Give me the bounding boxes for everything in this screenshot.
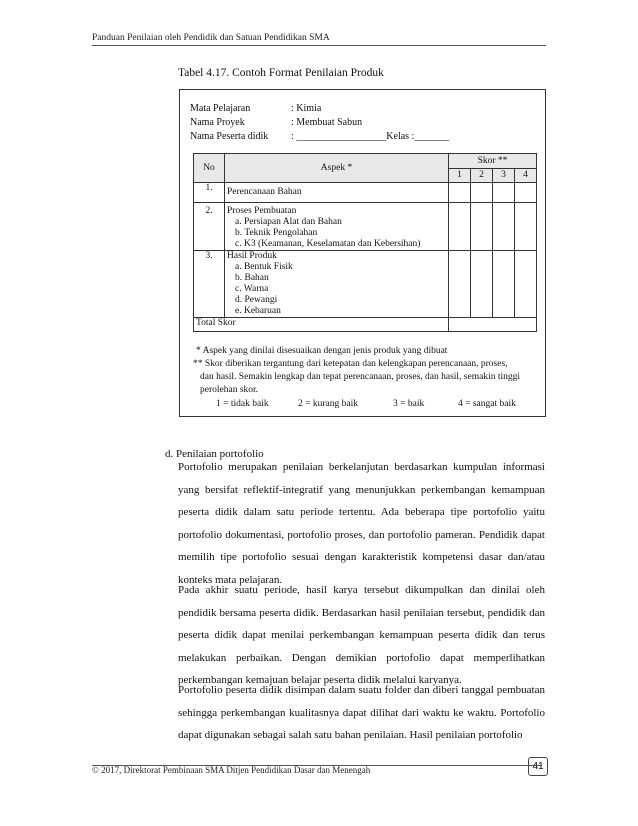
footer-copyright: © 2017, Direktorat Pembinaan SMA Ditjen Pendidikan Dasar dan Menengah bbox=[92, 765, 371, 775]
score-cell[interactable] bbox=[471, 251, 493, 318]
aspect-title: Perencanaan Bahan bbox=[225, 183, 449, 203]
scale-item: 4 = sangat baik bbox=[458, 399, 516, 409]
section-heading: d. Penilaian portofolio bbox=[165, 448, 264, 460]
col-header-skor: Skor ** bbox=[449, 154, 537, 169]
info-label: Nama Proyek bbox=[190, 117, 245, 128]
score-cell[interactable] bbox=[515, 203, 537, 251]
score-cell[interactable] bbox=[471, 203, 493, 251]
aspect-item: b. Teknik Pengolahan bbox=[235, 228, 318, 238]
form-info-row bbox=[190, 130, 449, 144]
aspect-title: Proses Pembuatan bbox=[227, 206, 297, 216]
paragraph: Portofolio peserta didik disimpan dalam suatu folder dan diberi tanggal pembuatan sehingga perkembangan kualitasnya dapat dilihat dari waktu ke waktu. Portofolio dapat digunakan sebagai salah satu bahan penilaian. Hasil penilaian portofolio bbox=[178, 684, 545, 742]
aspect-item: c. Warna bbox=[235, 284, 269, 294]
score-cell[interactable] bbox=[471, 183, 493, 203]
score-header: 4 bbox=[515, 169, 537, 183]
score-header: 3 bbox=[493, 169, 515, 183]
aspect-item: c. K3 (Keamanan, Keselamatan dan Kebersihan) bbox=[235, 239, 421, 249]
note-star2: ** Skor diberikan tergantung dari ketepatan dan kelengkapan perencanaan, proses, bbox=[193, 359, 508, 369]
aspect-item: a. Bentuk Fisik bbox=[235, 262, 293, 272]
info-value: : Membuat Sabun bbox=[291, 117, 363, 128]
table-row bbox=[194, 183, 537, 203]
aspect-item: b. Bahan bbox=[235, 273, 269, 283]
scale-item: 1 = tidak baik bbox=[216, 399, 269, 409]
total-score-cell[interactable] bbox=[449, 318, 537, 332]
total-row bbox=[194, 318, 537, 332]
score-cell[interactable] bbox=[449, 183, 471, 203]
table-row bbox=[194, 203, 537, 251]
table-row bbox=[194, 251, 537, 318]
running-header: Panduan Penilaian oleh Pendidik dan Satuan Pendidikan SMA bbox=[92, 33, 330, 43]
aspect-item: d. Pewangi bbox=[235, 295, 278, 305]
info-value: : Kimia bbox=[291, 103, 322, 114]
table-caption: Tabel 4.17. Contoh Format Penilaian Produk bbox=[178, 67, 384, 79]
aspect-cell bbox=[225, 251, 449, 318]
score-cell[interactable] bbox=[493, 251, 515, 318]
aspect-item: a. Persiapan Alat dan Bahan bbox=[235, 217, 342, 227]
note-star2-cont: dan hasil. Semakin lengkap dan tepat perencanaan, proses, dan hasil, semakin tinggi bbox=[200, 372, 521, 382]
score-cell[interactable] bbox=[449, 251, 471, 318]
scale-item: 3 = baik bbox=[393, 399, 425, 409]
col-header-no: No bbox=[194, 154, 225, 183]
paragraph: Portofolio merupakan penilaian berkelanjutan berdasarkan kumpulan informasi yang bersifat reflektif-integratif yang menunjukkan perkembangan kemampuan peserta didik dalam satu periode tertentu. Ada beberapa tipe portofolio yaitu portofolio dokumentasi, portofolio proses, dan portofolio pameran. Pendidik dapat memilih tipe portofolio sesuai dengan karakteristik kompetensi dasar dan/atau konteks mata pelajaran. bbox=[178, 461, 545, 586]
note-star2-cont: perolehan skor. bbox=[200, 385, 259, 395]
score-header: 2 bbox=[471, 169, 493, 183]
info-label: Nama Peserta didik bbox=[190, 131, 269, 142]
score-cell[interactable] bbox=[493, 183, 515, 203]
score-cell[interactable] bbox=[515, 251, 537, 318]
assessment-table bbox=[193, 153, 537, 332]
scale-item: 2 = kurang baik bbox=[298, 399, 358, 409]
aspect-cell bbox=[225, 203, 449, 251]
row-number: 1. bbox=[194, 183, 225, 203]
col-header-aspek: Aspek * bbox=[225, 154, 449, 183]
score-cell[interactable] bbox=[449, 203, 471, 251]
row-number: 2. bbox=[194, 203, 225, 251]
page-number: 41 bbox=[528, 757, 548, 776]
paragraph: Pada akhir suatu periode, hasil karya tersebut dikumpulkan dan dinilai oleh pendidik bersama peserta didik. Berdasarkan hasil penilaian tersebut, pendidik dan peserta didik dapat menilai perkembangan kemampuan peserta didik dan terus melakukan perbaikan. Dengan demikian portofolio dapat memperlihatkan perkembangan kemajuan belajar peserta didik melalui karyanya. bbox=[178, 584, 545, 687]
total-label: Total Skor bbox=[194, 318, 449, 332]
form-info-row bbox=[190, 116, 362, 130]
aspect-title: Hasil Produk bbox=[227, 251, 277, 261]
score-cell[interactable] bbox=[515, 183, 537, 203]
info-value: : __________________Kelas :_______ bbox=[291, 131, 450, 142]
aspect-item: e. Kebaruan bbox=[235, 306, 281, 316]
row-number: 3. bbox=[194, 251, 225, 318]
score-header: 1 bbox=[449, 169, 471, 183]
note-star1: * Aspek yang dinilai disesuaikan dengan jenis produk yang dibuat bbox=[196, 346, 448, 356]
header-rule bbox=[92, 45, 546, 46]
score-cell[interactable] bbox=[493, 203, 515, 251]
info-label: Mata Pelajaran bbox=[190, 103, 251, 114]
form-info-row bbox=[190, 102, 321, 116]
